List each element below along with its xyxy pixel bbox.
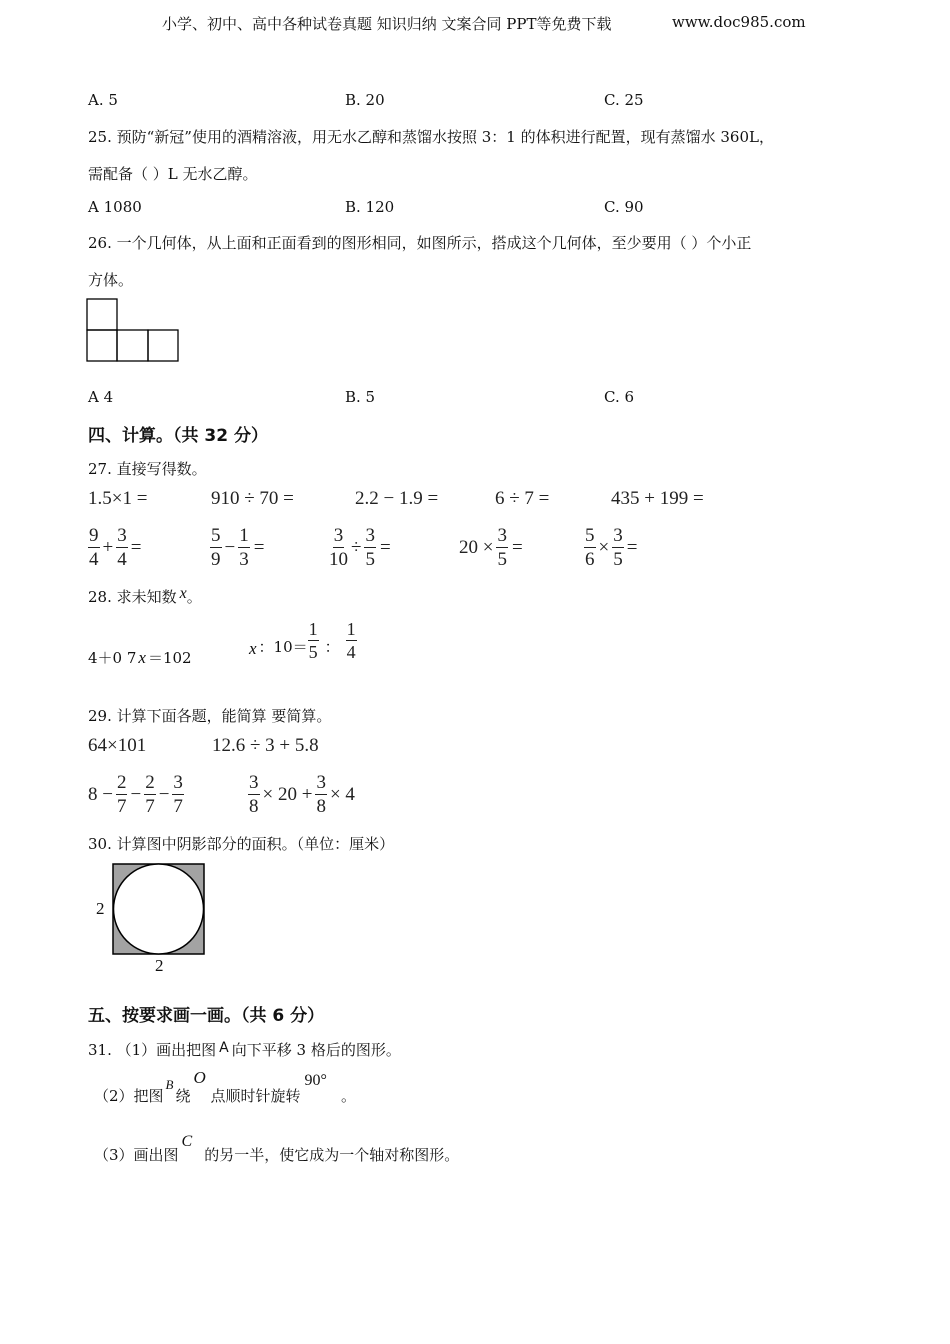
q27-title: 27. 直接写得数。 (88, 460, 207, 478)
q26-option-a: A 4 (88, 388, 114, 406)
q27-frac-expr-1: 9 4 + $\frac{3}{4}$ = (89, 525, 142, 570)
q27-expr-4: 6 ÷ 7 = (495, 488, 550, 509)
q24-option-a: A. 5 (88, 91, 118, 109)
q27-frac-expr-2: 5 9 − $\frac{1}{3}$ = (211, 525, 265, 570)
figure-bottom-label: 2 (155, 956, 164, 975)
q27-frac-expr-3: $\frac{3}{10}$ ÷ $\frac{3}{5}$ = (329, 525, 391, 570)
q29-expr-1: 64×101 (88, 735, 147, 756)
q25-option-b: B. 120 (345, 198, 395, 216)
q25-option-a: A 1080 (88, 198, 142, 216)
q31-part-2: （2）把图B绕O点顺时针旋转90°。 (94, 1068, 356, 1105)
q27-frac-expr-5: $\frac{5}{6}$ × $\frac{3}{5}$ = (585, 525, 638, 570)
q27-expr-2: 910 ÷ 70 = (211, 488, 294, 509)
section-5-heading: 五、按要求画一画。（共 6 分） (88, 1006, 325, 1026)
q29-expr-3: 8 − $\frac{2}{7}$ − $\frac{2}{7}$ − $\frac{3}{7}$ (88, 772, 183, 817)
q28-equation-2: x ：10＝ 1 5 ： 1 4 (249, 619, 356, 662)
q29-expr-2: 12.6 ÷ 3 + 5.8 (212, 735, 319, 756)
q26-option-c: C. 6 (604, 388, 635, 406)
q27-expr-1: 1.5×1 = (88, 488, 148, 509)
q28-equation-1: 4＋0 7 x ＝102 (88, 648, 192, 667)
q25-text-line1: 25. 预防“新冠”使用的酒精溶液，用无水乙醇和蒸馏水按照 3：1 的体积进行配置，现有蒸馏水 360L， (88, 128, 774, 146)
q28-var: x (179, 585, 187, 602)
q29-expr-4: $\frac{3}{8}$ × 20 + $\frac{3}{8}$ × 4 (249, 772, 355, 817)
q31-part-3: （3）画出图C的另一半，使它成为一个轴对称图形。 (94, 1133, 460, 1164)
q27-expr-3: 2.2 − 1.9 = (355, 488, 439, 509)
inner-circle (114, 864, 204, 954)
q31-part-1: 31. （1）画出把图 A 向下平移 3 格后的图形。 (88, 1040, 401, 1059)
q27-frac-expr-4: 20 × $\frac{3}{5}$ = (459, 525, 523, 570)
q24-option-b: B. 20 (345, 91, 385, 109)
q27-expr-5: 435 + 199 = (611, 488, 704, 509)
q25-option-c: C. 90 (604, 198, 644, 216)
section-4-heading: 四、计算。（共 32 分） (88, 426, 268, 446)
q29-title: 29. 计算下面各题，能简算 要简算。 (88, 707, 332, 725)
site-url[interactable]: www.doc985.com (672, 13, 806, 31)
site-header: 小学、初中、高中各种试卷真题 知识归纳 文案合同 PPT等免费下载 (162, 15, 612, 33)
q26-text-line1: 26. 一个几何体，从上面和正面看到的图形相同，如图所示，搭成这个几何体，至少要用（ ）个小正 (88, 234, 752, 252)
q30-title: 30. 计算图中阴影部分的面积。（单位：厘米） (88, 835, 395, 853)
q24-option-c: C. 25 (604, 91, 644, 109)
q28-title: 28. 求未知数 x。 (88, 585, 202, 606)
q26-option-b: B. 5 (345, 388, 376, 406)
q26-text-line2: 方体。 (88, 271, 134, 289)
q25-text-line2: 需配备（ ）L 无水乙醇。 (88, 165, 258, 183)
figure-side-label: 2 (96, 899, 105, 918)
